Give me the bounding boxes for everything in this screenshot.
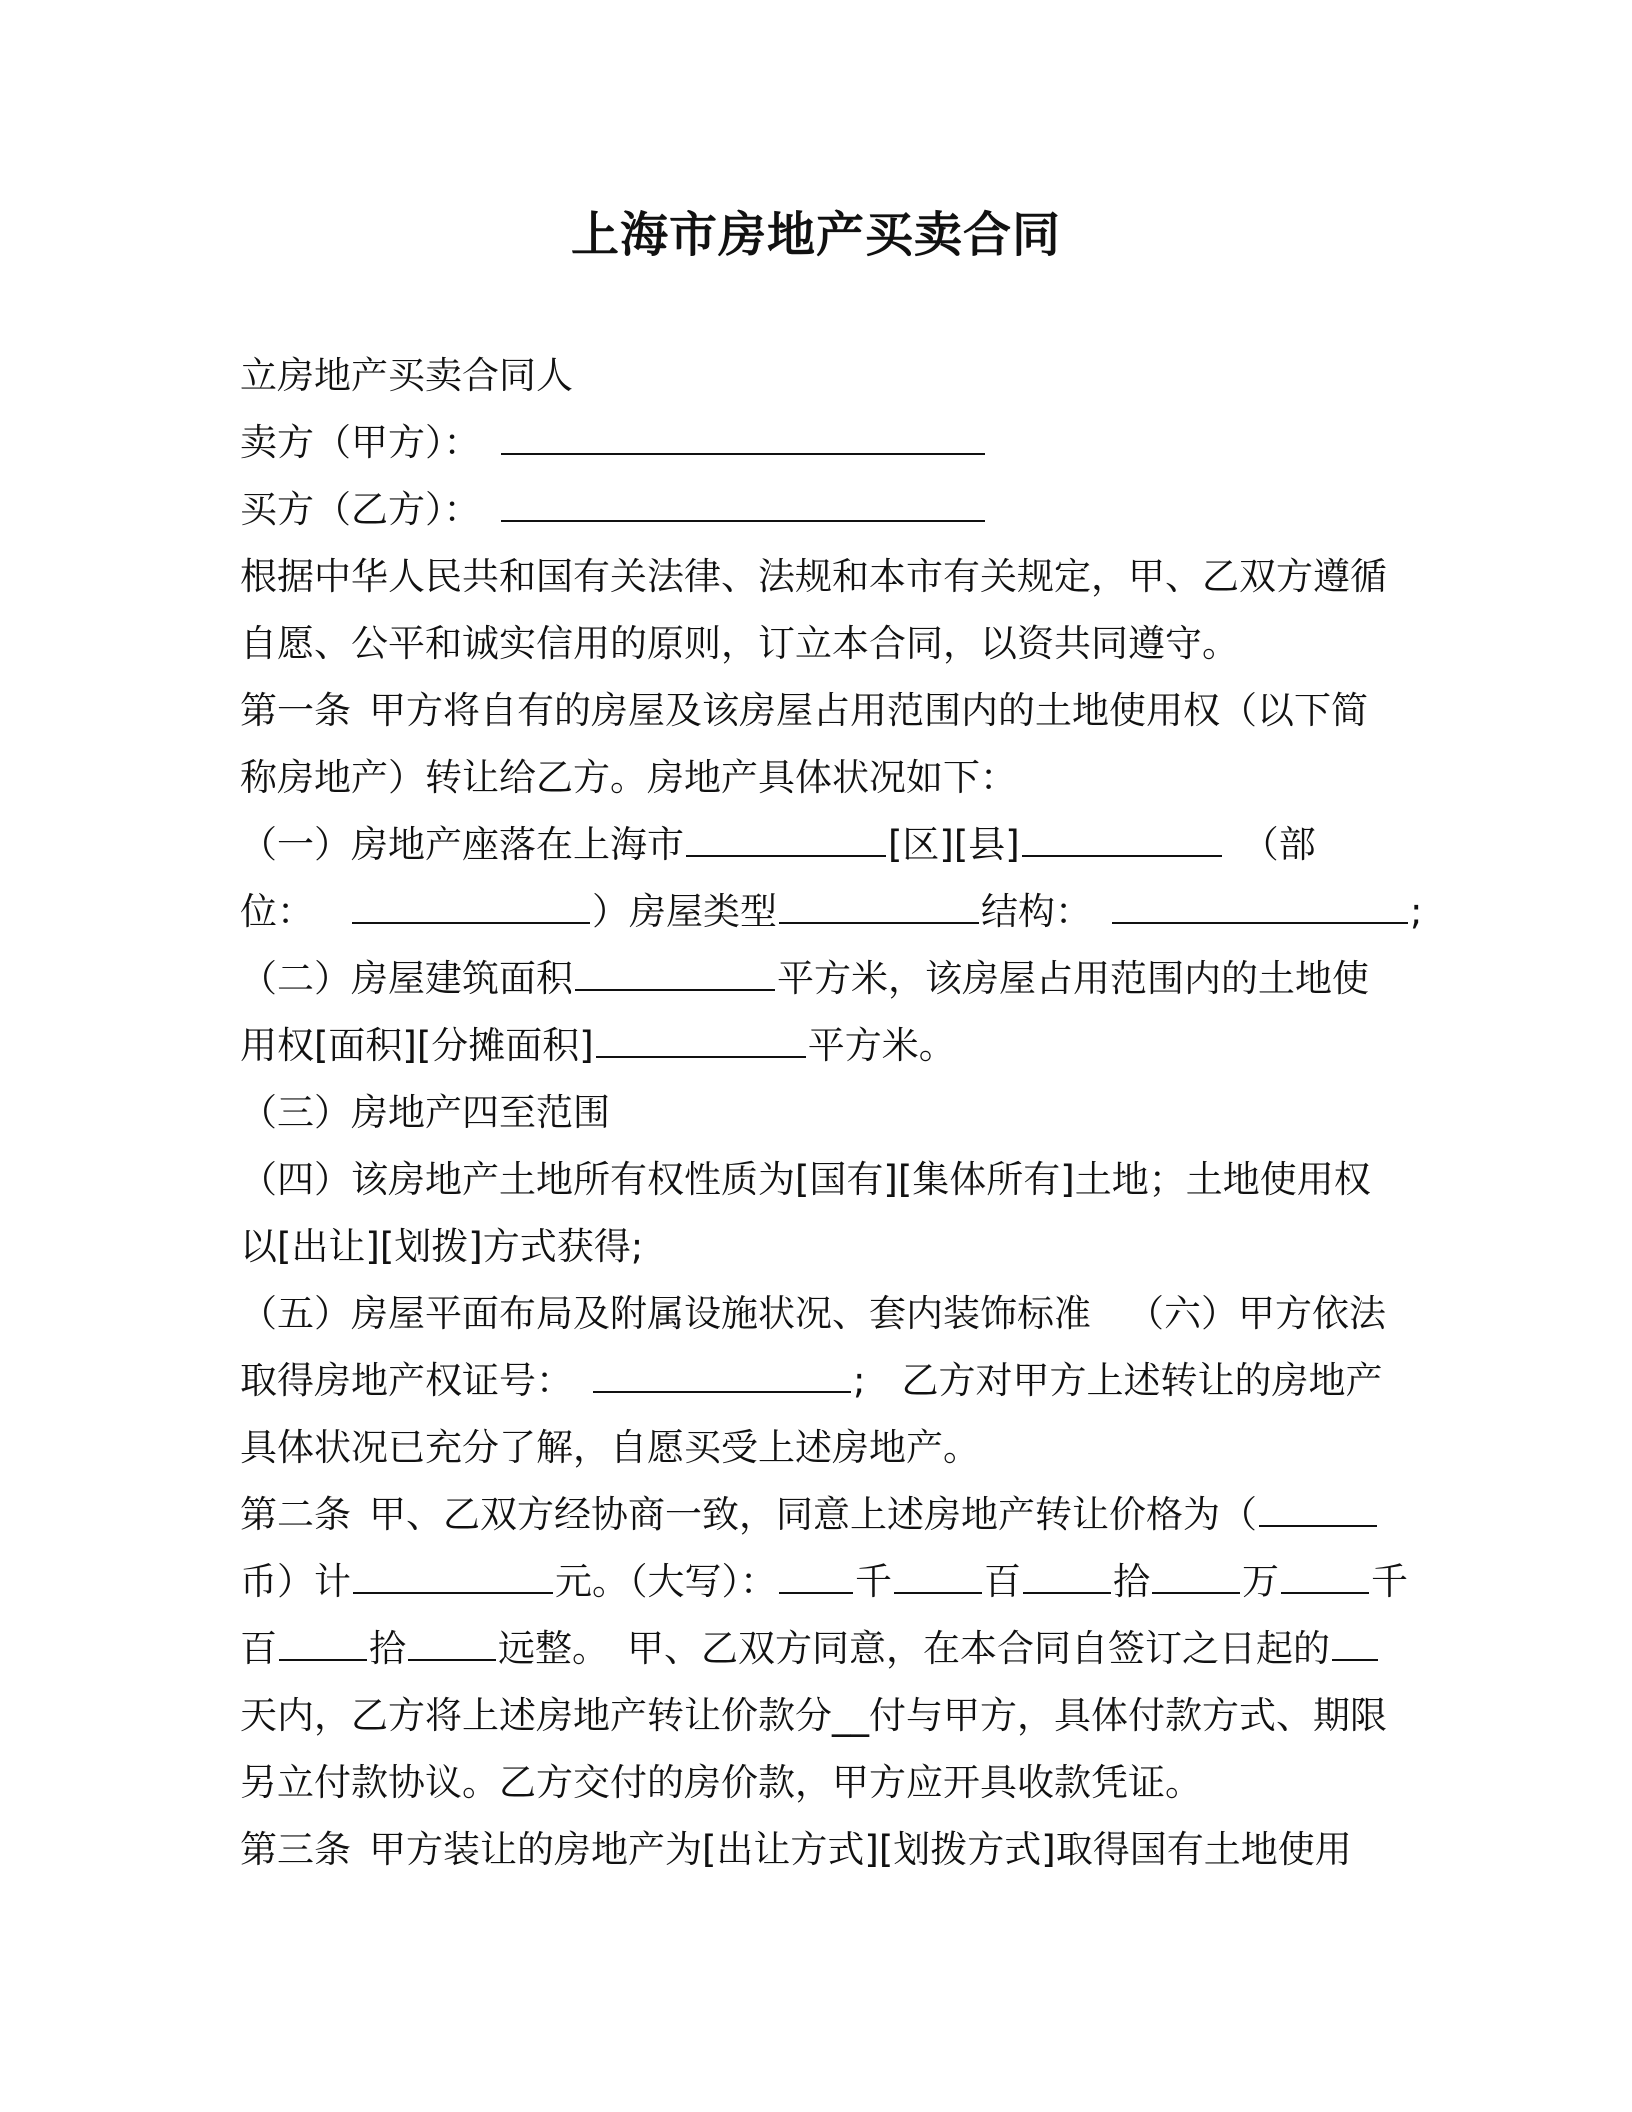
article-2-line: [240, 1481, 1440, 1548]
line-text: 千: [1371, 1560, 1408, 1603]
text-line: [240, 1079, 1440, 1146]
line-text: 称房地产）转让给乙方。房地产具体状况如下：: [240, 756, 1017, 799]
article-heading: 第三条: [240, 1828, 351, 1871]
line-text: （三）房地产四至范围: [240, 1091, 610, 1134]
line-text: 远整。: [498, 1627, 609, 1670]
line-text: （四）该房地产土地所有权性质为[国有][集体所有]土地；土地使用权: [240, 1158, 1371, 1201]
seller-label: 卖方（甲方）：: [240, 421, 481, 464]
text-line: [240, 744, 1440, 811]
amount-blank: [1023, 1562, 1111, 1594]
line-text: （二）房屋建筑面积: [240, 957, 573, 1000]
line-text: 位：: [240, 890, 314, 933]
text-line: [240, 543, 1440, 610]
buyer-label: 买方（乙方）：: [240, 488, 481, 531]
amount-blank: [894, 1562, 982, 1594]
line-text: 自愿、公平和诚实信用的原则，订立本合同，以资共同遵守。: [240, 622, 1239, 665]
seller-line: [240, 409, 1440, 476]
line-text: （一）房地产座落在上海市: [240, 823, 684, 866]
line-text: 币）计: [240, 1560, 351, 1603]
days-blank: [1332, 1629, 1378, 1661]
line-text: 拾: [369, 1627, 406, 1670]
line-text: 元。（大写）：: [555, 1560, 777, 1603]
line-text: （五）房屋平面布局及附属设施状况、套内装饰标准: [240, 1292, 1091, 1335]
certificate-number-blank: [593, 1361, 851, 1393]
line-text: 平方米，该房屋占用范围内的土地使: [777, 957, 1369, 1000]
line-text: 甲方将自有的房屋及该房屋占用范围内的土地使用权（以下简: [369, 689, 1368, 732]
line-text: [区][县]: [888, 823, 1020, 866]
text-line: [240, 342, 1440, 409]
text-line: [240, 1682, 1440, 1749]
line-text: 拾: [1113, 1560, 1150, 1603]
line-text: 具体状况已充分了解，自愿买受上述房地产。: [240, 1426, 980, 1469]
amount-blank: [408, 1629, 496, 1661]
line-text: ;: [853, 1359, 866, 1402]
text-line: [240, 1146, 1440, 1213]
line-text: 百: [984, 1560, 1021, 1603]
line-text: 根据中华人民共和国有关法律、法规和本市有关规定，甲、乙双方遵循: [240, 555, 1387, 598]
text-line: [240, 1213, 1440, 1280]
house-type-blank: [779, 892, 979, 924]
building-area-blank: [575, 959, 775, 991]
line-text: 甲、乙双方经协商一致，同意上述房地产转让价格为（: [369, 1493, 1257, 1536]
structure-blank: [1112, 892, 1408, 924]
layout-line: [240, 1280, 1440, 1347]
article-1-line: [240, 677, 1440, 744]
address-blank: [1022, 825, 1222, 857]
line-text: 乙方对甲方上述转让的房地产: [901, 1359, 1383, 1402]
text-line: [240, 610, 1440, 677]
line-text: ）房屋类型: [592, 890, 777, 933]
amount-blank: [1281, 1562, 1369, 1594]
contract-body: [240, 342, 1440, 1883]
line-text: 另立付款协议。乙方交付的房价款，甲方应开具收款凭证。: [240, 1761, 1202, 1804]
buyer-name-blank: [501, 490, 985, 522]
line-text: 甲、乙双方同意，在本合同自签订之日起的: [627, 1627, 1330, 1670]
line-text: 万: [1242, 1560, 1279, 1603]
line-text: 结构：: [981, 890, 1092, 933]
land-area-line: [240, 1012, 1440, 1079]
amount-blank: [1152, 1562, 1240, 1594]
line-text: 甲方装让的房地产为[出让方式][划拨方式]取得国有土地使用: [369, 1828, 1352, 1871]
document-title: 上海市房地产买卖合同: [570, 207, 1061, 263]
line-text: 千: [855, 1560, 892, 1603]
price-line: [240, 1548, 1440, 1615]
article-heading: 第二条: [240, 1493, 351, 1536]
land-area-blank: [596, 1026, 806, 1058]
area-line: [240, 945, 1440, 1012]
text-line: [240, 1414, 1440, 1481]
line-text: 天内，乙方将上述房地产转让价款分__付与甲方，具体付款方式、期限: [240, 1694, 1387, 1737]
amount-blank: [779, 1562, 853, 1594]
location-line: [240, 811, 1440, 878]
line-text: 平方米。: [807, 1024, 956, 1067]
line-text: 取得房地产权证号：: [240, 1359, 573, 1402]
price-blank: [353, 1562, 553, 1594]
line-text: 以[出让][划拨]方式获得;: [240, 1225, 644, 1268]
line-text: （六）甲方依法: [1127, 1292, 1386, 1335]
line-text: 百: [240, 1627, 277, 1670]
buyer-line: [240, 476, 1440, 543]
line-text: 立房地产买卖合同人: [240, 354, 573, 397]
type-line: [240, 878, 1440, 945]
position-blank: [352, 892, 590, 924]
district-blank: [686, 825, 886, 857]
certificate-line: [240, 1347, 1440, 1414]
amount-blank: [279, 1629, 367, 1661]
line-text: 用权[面积][分摊面积]: [240, 1024, 594, 1067]
line-text: （部: [1241, 823, 1316, 866]
article-3-line: [240, 1816, 1440, 1883]
price-line-2: [240, 1615, 1440, 1682]
seller-name-blank: [501, 423, 985, 455]
article-heading: 第一条: [240, 689, 351, 732]
currency-blank: [1259, 1495, 1377, 1527]
line-text: ;: [1410, 890, 1423, 933]
text-line: [240, 1749, 1440, 1816]
